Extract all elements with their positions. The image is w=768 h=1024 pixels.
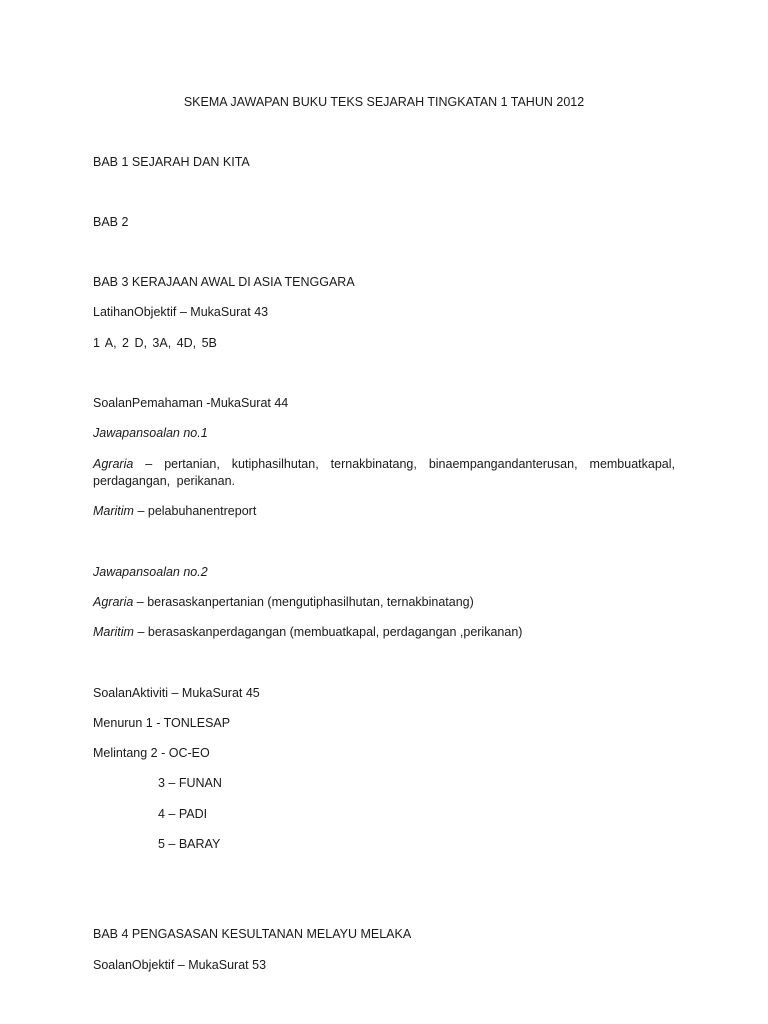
agraria-term: Agraria [93,595,134,609]
melintang-item: 5 – BARAY [158,837,221,851]
soalan2-maritim-line [93,624,522,640]
jawapan-objektif: 1 A, 2 D, 3A, 4D, 5B [93,336,217,350]
maritim-term: Maritim [93,504,134,518]
maritim-term: Maritim [93,625,134,639]
menurun-answer: Menurun 1 - TONLESAP [93,716,231,730]
melintang-answer: Melintang 2 - OC-EO [93,746,210,760]
soalan2-label: Jawapansoalan no.2 [93,565,208,579]
melintang-item: 3 – FUNAN [158,776,222,790]
soalan1-agraria-paragraph [93,456,675,490]
latihan-objektif-heading: LatihanObjektif – MukaSurat 43 [93,305,269,319]
soalan-pemahaman-heading: SoalanPemahaman -MukaSurat 44 [93,396,289,410]
bab2-heading: BAB 2 [93,215,129,229]
soalan1-maritim-line [93,503,256,519]
bab1-heading: BAB 1 SEJARAH DAN KITA [93,155,250,169]
agraria-answer: – berasaskanpertanian (mengutiphasilhutan, ternakbinatang) [133,595,474,609]
bab3-heading: BAB 3 KERAJAAN AWAL DI ASIA TENGGARA [93,275,355,289]
melintang-item: 4 – PADI [158,807,208,821]
soalan-aktiviti-heading: SoalanAktiviti – MukaSurat 45 [93,686,260,700]
soalan1-label: Jawapansoalan no.1 [93,426,208,440]
maritim-answer: – pelabuhanentreport [133,504,257,518]
soalan2-agraria-line [93,594,474,610]
agraria-answer: – pertanian, kutiphasilhutan, ternakbinatang, binaempangandanterusan, membuatkapal, perdagangan, perikanan. [93,457,675,488]
bab4-heading: BAB 4 PENGASASAN KESULTANAN MELAYU MELAKA [93,927,412,941]
bab4-soalan-objektif-heading: SoalanObjektif – MukaSurat 53 [93,958,267,972]
agraria-term: Agraria [93,457,134,471]
maritim-answer: – berasaskanperdagangan (membuatkapal, perdagangan ,perikanan) [133,625,523,639]
document-title: SKEMA JAWAPAN BUKU TEKS SEJARAH TINGKATAN 1 TAHUN 2012 [183,95,585,109]
